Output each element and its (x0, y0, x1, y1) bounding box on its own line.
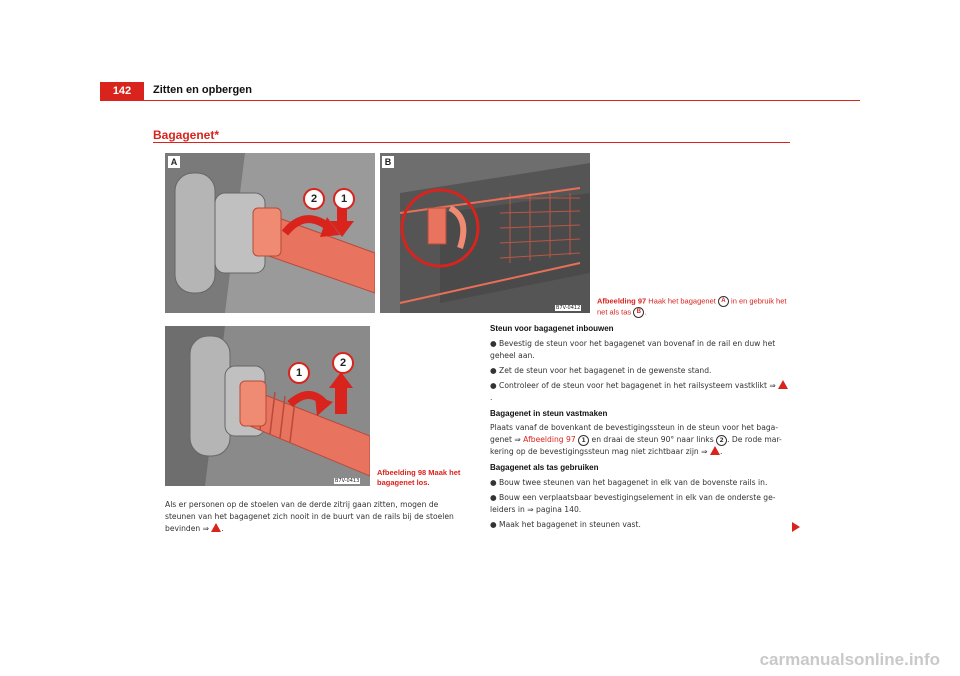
bullet-4-text: Bouw twee steunen van het bagagenet in elk van de bovenste rails in. (499, 478, 768, 487)
bullet-4: ● Bouw twee steunen van het bagagenet in elk van de bovenste rails in. (490, 478, 768, 487)
heading-inbouwen: Steun voor bagagenet inbouwen (490, 324, 614, 333)
figure-97-caption-text2: in en gebruik het net als tas (597, 296, 787, 317)
figure-97b-image (380, 153, 590, 313)
bullet-3-text: Controleer of de steun voor het bagagenet in het railsysteem vastklikt ⇒ (499, 381, 776, 390)
right-column (490, 323, 790, 531)
bullet-2: ● Zet de steun voor het bagagenet in de gewenste stand. (490, 366, 712, 375)
figure-98-code: B7V-0413 (335, 478, 360, 484)
bullet-5: ● Bouw een verplaatsbaar bevestigingselement in elk van de onderste ge-leiders in ⇒ pagina 140. (490, 493, 776, 514)
next-page-arrow-icon[interactable] (792, 522, 800, 532)
bullet-6-text: Maak het bagagenet in steunen vast. (499, 520, 641, 529)
warning-icon[interactable] (778, 380, 788, 389)
figure-97-code: B7V-0412 (556, 305, 581, 311)
figure-97-caption-text1: Haak het bagagenet (648, 296, 716, 306)
bullet-5-text: Bouw een verplaatsbaar bevestigingselement in elk van de onderste ge-leiders in ⇒ (490, 493, 776, 514)
figure-97-caption-prefix: Afbeelding 97 (597, 296, 647, 306)
section-title: Bagagenet* (153, 128, 220, 142)
heading-tas: Bagagenet als tas gebruiken (490, 463, 599, 472)
paragraph-vastmaken-text2: en draai de steun 90° naar links (591, 435, 714, 444)
figure-97a-label: A (168, 156, 180, 168)
page-number: 142 (100, 82, 144, 100)
figure-97b-label: B (382, 156, 394, 168)
bullet-6: ● Maak het bagagenet in steunen vast. (490, 520, 641, 529)
figure-98-image (165, 326, 370, 486)
figure-97-caption: Afbeelding 97 Haak het bagagenet A in en gebruik het net als tas B . (597, 296, 787, 317)
chapter-title: Zitten en opbergen (153, 84, 252, 96)
paragraph-vastmaken-text3: . De rode mar-kering op de bevestigingssteun mag niet zichtbaar zijn ⇒ (490, 435, 782, 456)
figure-98-callout-2: 2 (332, 352, 354, 374)
figure-97a-callout-2: 2 (303, 188, 325, 210)
header-rule (100, 100, 860, 101)
warning-icon[interactable] (710, 446, 720, 455)
bullet-1: ● Bevestig de steun voor het bagagenet van bovenaf in de rail en duw het geheel aan. (490, 339, 776, 360)
figure-97-link[interactable]: Afbeelding 97 (523, 435, 576, 444)
figure-97a-callout-1: 1 (333, 188, 355, 210)
marker-2: 2 (716, 435, 727, 446)
left-paragraph-text: Als er personen op de stoelen van de derde zitrij gaan zitten, mogen de steunen van het bagagenet zich nooit in de buurt van de rails bij de stoelen bevinden ⇒ (165, 500, 454, 533)
bullet-1-text: Bevestig de steun voor het bagagenet van bovenaf in de rail en duw het geheel aan. (490, 339, 776, 360)
warning-icon[interactable] (211, 523, 221, 532)
paragraph-vastmaken: Plaats vanaf de bovenkant de bevestigingssteun in de steun voor het baga-genet ⇒ Afbeelding 97 1 en draai de steun 90° naar links 2 . De rode mar-kering op de bevestigingssteun mag niet zichtbaar zijn ⇒ . (490, 423, 782, 456)
bullet-2-text: Zet de steun voor het bagagenet in de gewenste stand. (499, 366, 712, 375)
section-rule (153, 142, 790, 143)
figure-98-callout-1: 1 (288, 362, 310, 384)
heading-vastmaken: Bagagenet in steun vastmaken (490, 409, 608, 418)
left-paragraph: Als er personen op de stoelen van de derde zitrij gaan zitten, mogen de steunen van het bagagenet zich nooit in de buurt van de rails bij de stoelen bevinden ⇒ . (165, 500, 454, 533)
bullet-3: ● Controleer of de steun voor het bagagenet in het railsysteem vastklikt ⇒ . (490, 380, 790, 404)
figure-98-caption (377, 468, 472, 488)
page-reference-link[interactable]: pagina 140. (536, 505, 582, 514)
footer-watermark: carmanualsonline.info (759, 650, 940, 669)
paragraph-vastmaken-text1: Plaats vanaf de bovenkant de bevestigingssteun in de steun voor het baga-genet ⇒ (490, 423, 779, 444)
marker-1: 1 (578, 435, 589, 446)
figure-97-marker-a: A (718, 296, 729, 307)
figure-98-caption-prefix: Afbeelding 98 (377, 468, 427, 477)
figure-97a-image (165, 153, 375, 313)
figure-98-caption-text: Maak het bagagenet los. (377, 468, 461, 487)
figure-97-marker-b: B (633, 307, 644, 318)
